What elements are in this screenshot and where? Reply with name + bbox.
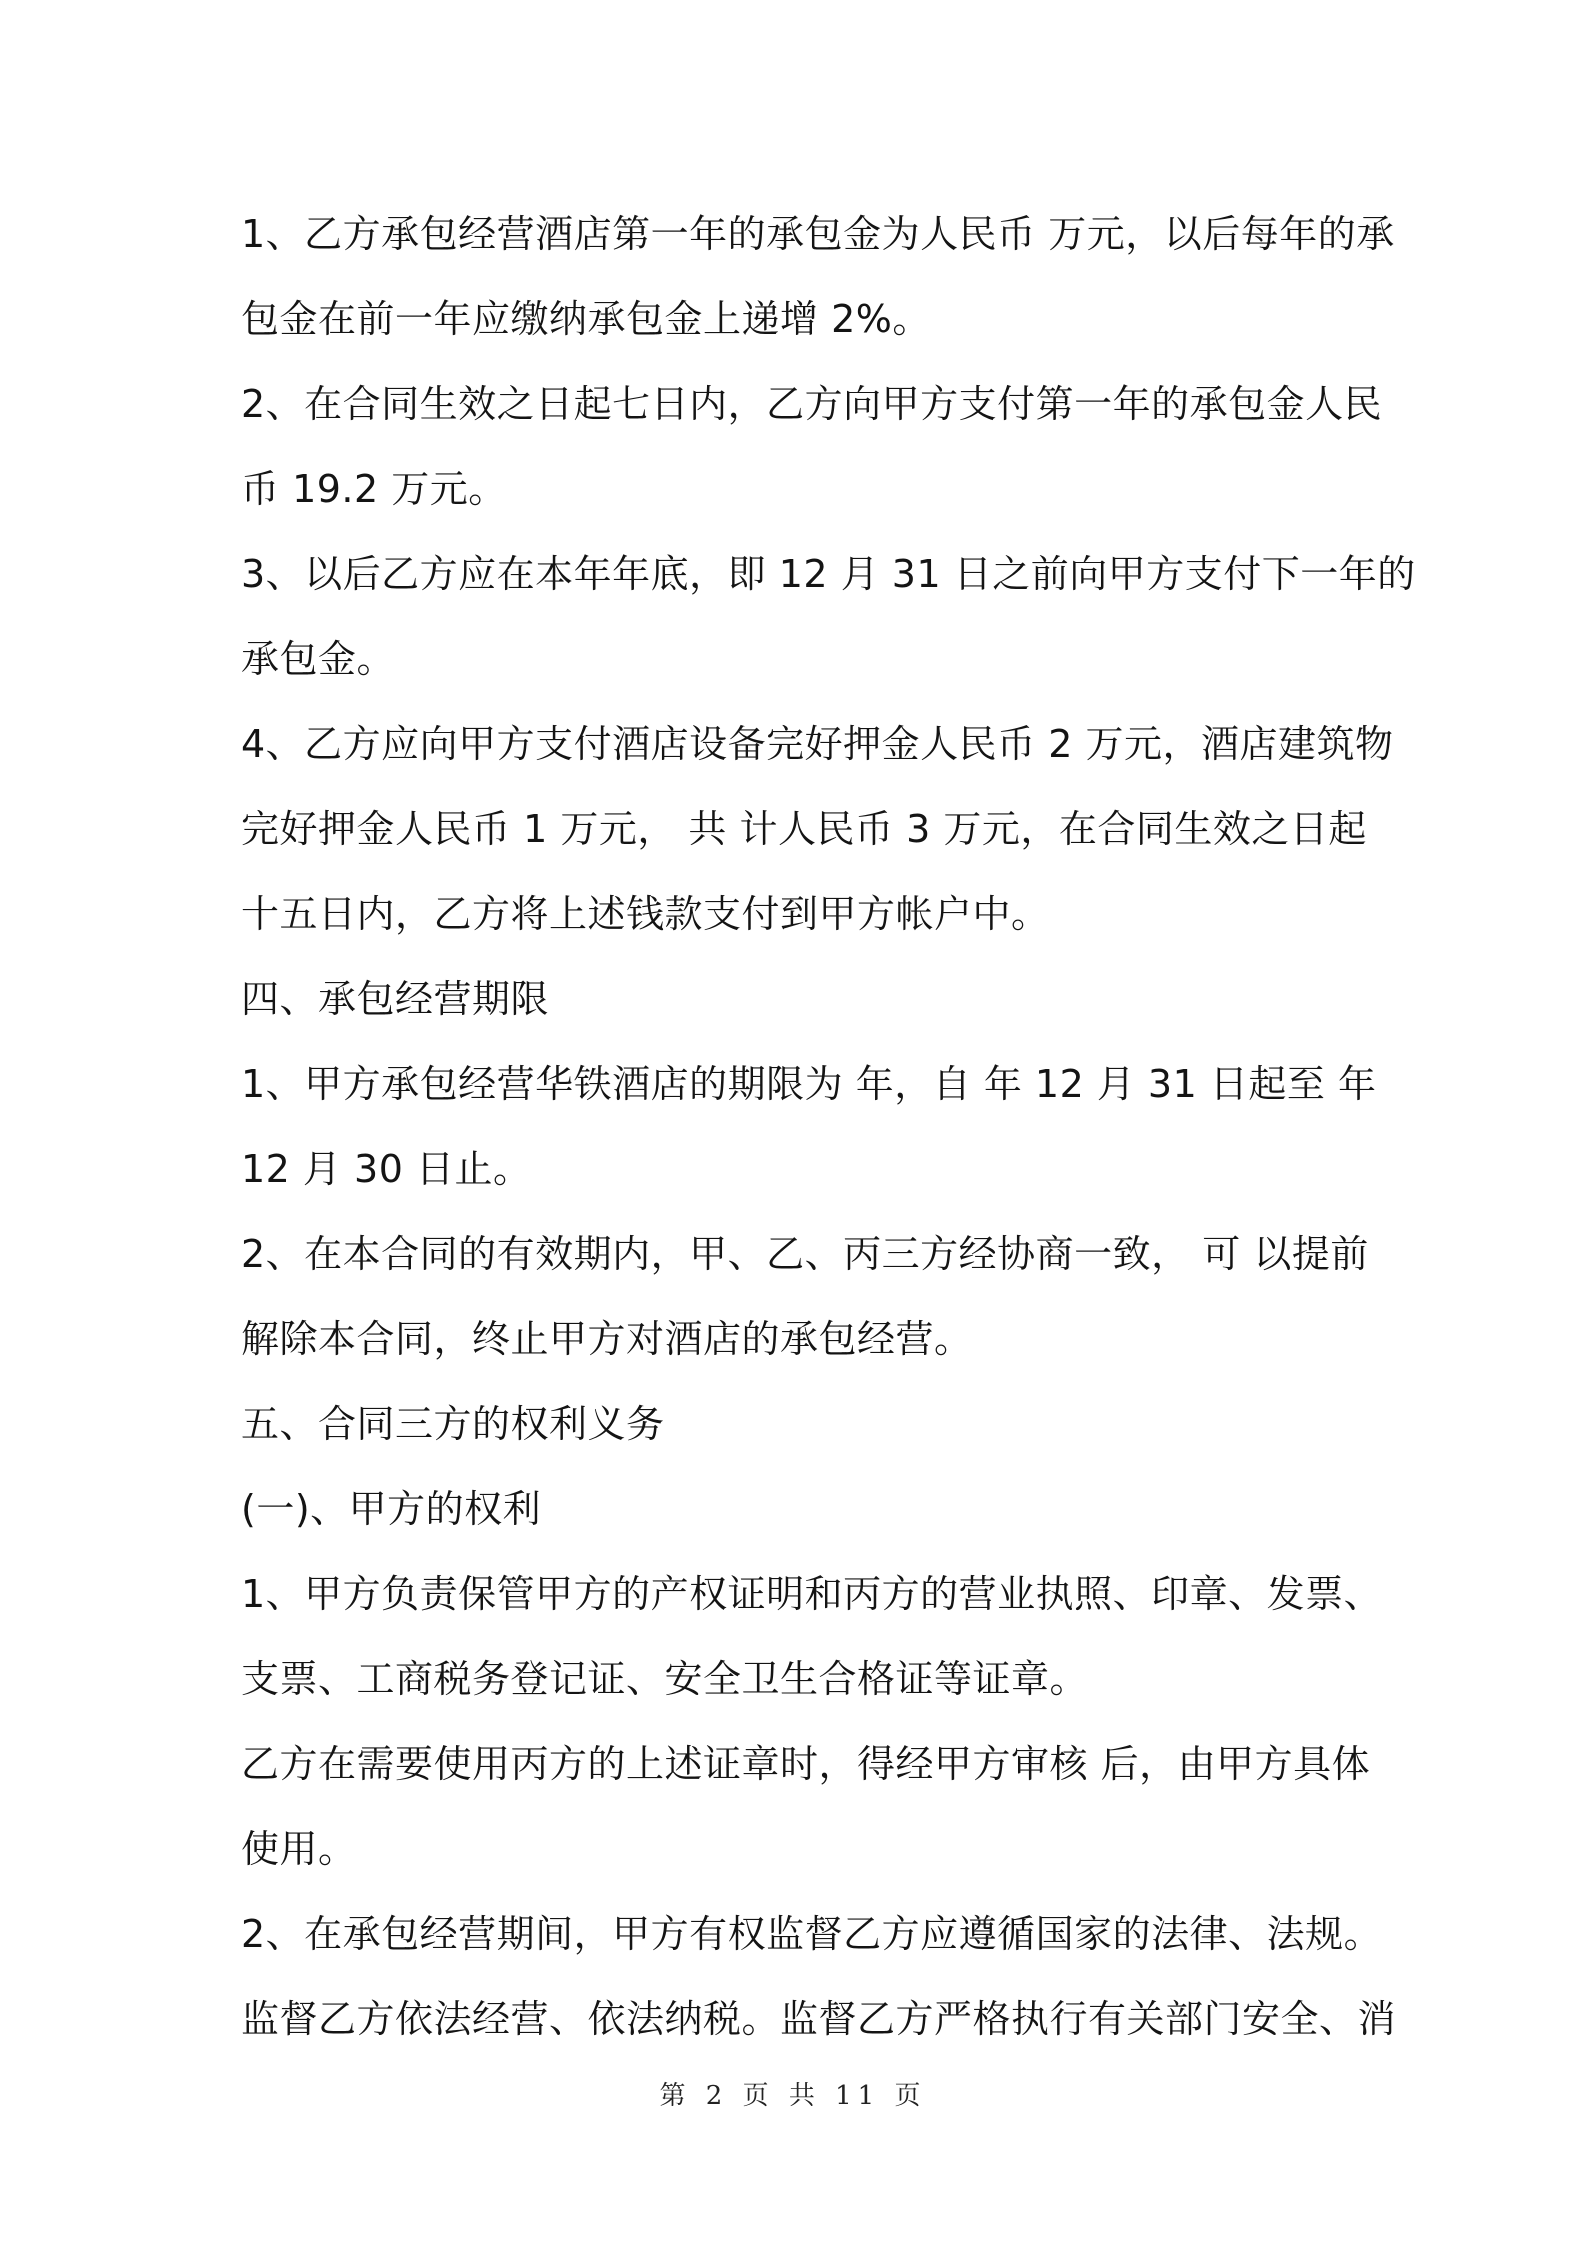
text-line: 解除本合同，终止甲方对酒店的承包经营。 <box>241 1317 973 1361</box>
section-heading: 四、承包经营期限 <box>241 977 550 1021</box>
text-line: 十五日内，乙方将上述钱款支付到甲方帐户中。 <box>241 892 1050 936</box>
text-line: 支票、工商税务登记证、安全卫生合格证等证章。 <box>241 1657 1089 1701</box>
text-line: 2、在本合同的有效期内，甲、乙、丙三方经协商一致， 可 以提前 <box>241 1232 1369 1276</box>
text-line: 乙方在需要使用丙方的上述证章时，得经甲方审核 后，由甲方具体 <box>241 1742 1371 1786</box>
text-line: 承包金。 <box>241 637 396 681</box>
document-body <box>241 192 1416 2062</box>
text-line: 12 月 30 日止。 <box>241 1147 532 1191</box>
text-line: 2、在合同生效之日起七日内，乙方向甲方支付第一年的承包金人民 <box>241 382 1383 426</box>
subsection-heading: (一)、甲方的权利 <box>241 1487 542 1531</box>
text-line: 使用。 <box>241 1827 357 1871</box>
text-line: 完好押金人民币 1 万元， 共 计人民币 3 万元，在合同生效之日起 <box>241 807 1367 851</box>
text-line: 币 19.2 万元。 <box>241 467 507 511</box>
text-line: 3、以后乙方应在本年年底，即 12 月 31 日之前向甲方支付下一年的 <box>241 552 1416 596</box>
text-line: 监督乙方依法经营、依法纳税。监督乙方严格执行有关部门安全、消 <box>241 1997 1397 2041</box>
section-heading: 五、合同三方的权利义务 <box>241 1402 665 1446</box>
text-line: 包金在前一年应缴纳承包金上递增 2%。 <box>241 297 931 341</box>
text-line: 1、甲方承包经营华铁酒店的期限为 年，自 年 12 月 31 日起至 年 <box>241 1062 1377 1106</box>
text-line: 1、甲方负责保管甲方的产权证明和丙方的营业执照、印章、发票、 <box>241 1572 1383 1616</box>
text-line: 4、乙方应向甲方支付酒店设备完好押金人民币 2 万元，酒店建筑物 <box>241 722 1394 766</box>
text-line: 1、乙方承包经营酒店第一年的承包金为人民币 万元，以后每年的承 <box>241 212 1395 256</box>
page-number-footer: 第 2 页 共 11 页 <box>659 2081 927 2111</box>
text-line: 2、在承包经营期间，甲方有权监督乙方应遵循国家的法律、法规。 <box>241 1912 1383 1956</box>
